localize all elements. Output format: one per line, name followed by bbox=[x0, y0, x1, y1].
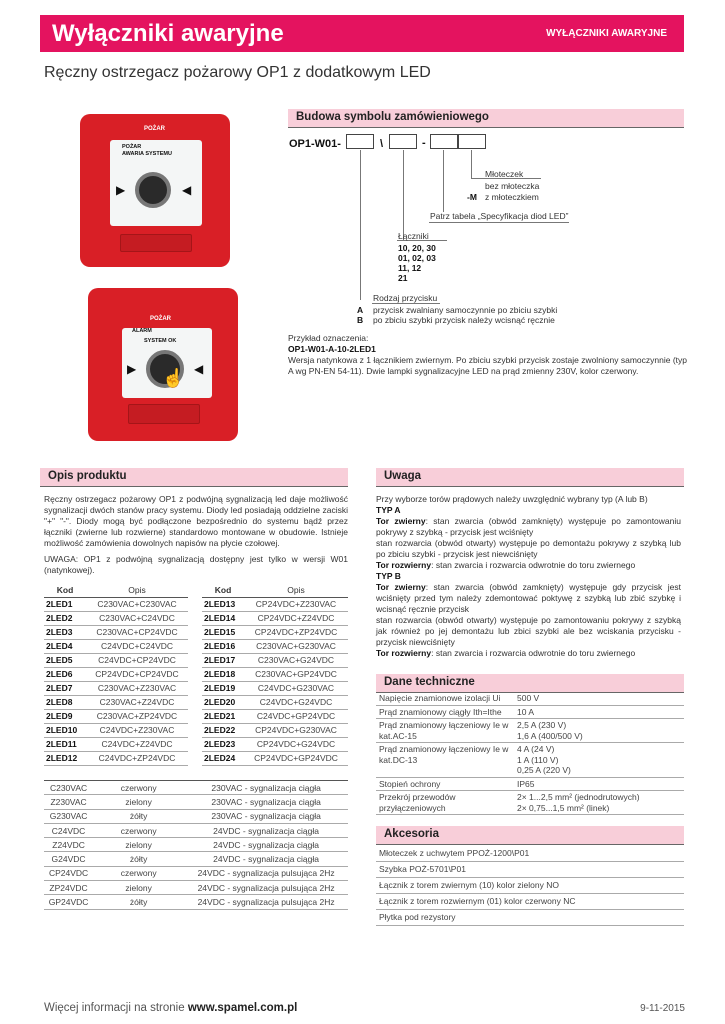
contacts-title: Łączniki bbox=[398, 231, 429, 241]
notice-b-nc-label: Tor rozwierny bbox=[376, 648, 432, 658]
notice-a-opening: stan rozwarcia (obwód otwarty) występuje po demontażu pokrywy z szybką lub po zbiciu szybki - przycisk jest niewciśnięty bbox=[376, 538, 681, 559]
device-top-button bbox=[135, 172, 171, 208]
hand-pointer-icon: ☝ bbox=[162, 368, 185, 388]
order-code-heading: Budowa symbolu zamówieniowego bbox=[288, 109, 684, 127]
led-description-cell: C230VAC+Z24VDC bbox=[86, 695, 188, 709]
signal-color-cell: zielony bbox=[93, 881, 184, 895]
arrow-left-icon: ◀ bbox=[194, 362, 204, 376]
notice-type-a: TYP A bbox=[376, 505, 401, 515]
signal-color-cell: czerwony bbox=[93, 823, 184, 837]
product-description-note: UWAGA: OP1 z podwójną sygnalizacją dostępny jest tylko w wersji W01 (natynkowej). bbox=[44, 554, 348, 575]
table-row bbox=[202, 625, 348, 639]
order-code-sep2: - bbox=[422, 137, 426, 149]
notice-heading: Uwaga bbox=[376, 468, 684, 486]
table-row bbox=[376, 719, 684, 743]
order-code-heading-rule bbox=[288, 127, 684, 128]
contacts-value-1: 10, 20, 30 bbox=[398, 243, 436, 253]
led-code-cell: 2LED6 bbox=[44, 667, 86, 681]
signal-description-cell: 24VDC - sygnalizacja ciągła bbox=[184, 823, 348, 837]
signal-description-cell: 24VDC - sygnalizacja pulsująca 2Hz bbox=[184, 866, 348, 880]
led-description-cell: C230VAC+ZP24VDC bbox=[86, 709, 188, 723]
table-row bbox=[202, 737, 348, 751]
hammer-code: -M bbox=[467, 192, 477, 202]
led-code-cell: 2LED9 bbox=[44, 709, 86, 723]
list-item bbox=[376, 893, 684, 909]
order-code-box-type bbox=[346, 134, 374, 149]
product-description-rule bbox=[40, 486, 348, 487]
table-row bbox=[44, 809, 348, 823]
notice-a-closing-label: Tor zwierny bbox=[376, 516, 426, 526]
connector-led-h bbox=[429, 222, 569, 223]
device-bottom-header-label: POŻAR bbox=[150, 316, 171, 322]
notice-a-closing-text: : stan zwarcia (obwód zamknięty) występuje po zamontowaniu pokrywy z szybką - przycisk jest wciśnięty bbox=[376, 516, 681, 537]
led-description-cell: C24VDC+Z230VAC bbox=[86, 723, 188, 737]
led-code-cell: 2LED8 bbox=[44, 695, 86, 709]
device-top-label-2: AWARIA SYSTEMU bbox=[122, 151, 172, 157]
table-row bbox=[202, 751, 348, 765]
accessories-heading: Akcesoria bbox=[376, 826, 684, 844]
device-top-header-label: POŻAR bbox=[144, 126, 165, 132]
led-code-cell: 2LED15 bbox=[202, 625, 244, 639]
product-subtitle: Ręczny ostrzegacz pożarowy OP1 z dodatkowym LED bbox=[44, 64, 431, 81]
connector-hammer bbox=[471, 150, 472, 178]
accessory-cell: Szybka POŻ-5701\P01 bbox=[376, 861, 684, 877]
led-code-cell: 2LED4 bbox=[44, 639, 86, 653]
example-label: Przykład oznaczenia: bbox=[288, 333, 369, 343]
footer-prefix: Więcej informacji na stronie bbox=[44, 1002, 188, 1014]
order-code-box-contacts bbox=[389, 134, 417, 149]
signal-description-cell: 24VDC - sygnalizacja ciągła bbox=[184, 838, 348, 852]
table-row bbox=[44, 737, 188, 751]
signal-code-cell: Z230VAC bbox=[44, 795, 93, 809]
led-description-cell: CP24VDC+G230VAC bbox=[244, 723, 348, 737]
tech-param-cell: Prąd znamionowy łączeniowy Ie w kat.DC-13 bbox=[376, 743, 514, 778]
table-row bbox=[44, 625, 188, 639]
table-row bbox=[44, 781, 348, 795]
notice-body bbox=[376, 494, 681, 659]
signal-color-cell: czerwony bbox=[93, 781, 184, 795]
device-top-label-1: POŻAR bbox=[122, 144, 142, 150]
table-row bbox=[44, 597, 188, 611]
hammer-none: bez młoteczka bbox=[485, 181, 540, 191]
notice-b-nc bbox=[376, 648, 681, 659]
tech-value-cell: 2,5 A (230 V) 1,6 A (400/500 V) bbox=[514, 719, 684, 743]
notice-a-nc-label: Tor rozwierny bbox=[376, 560, 432, 570]
led-code-cell: 2LED22 bbox=[202, 723, 244, 737]
tech-value-cell: 2× 1...2,5 mm² (jednodrutowych) 2× 0,75...1,5 mm² (linek) bbox=[514, 791, 684, 815]
led-code-table-right bbox=[202, 584, 348, 766]
notice-intro: Przy wyborze torów prądowych należy uwzględnić wybrany typ (A lub B) bbox=[376, 494, 648, 504]
order-code-box-hammer bbox=[458, 134, 486, 149]
table-row bbox=[376, 705, 684, 719]
tech-param-cell: Napięcie znamionowe izolacji Ui bbox=[376, 692, 514, 705]
table-row bbox=[202, 681, 348, 695]
signal-code-cell: C24VDC bbox=[44, 823, 93, 837]
table-row bbox=[44, 823, 348, 837]
led-description-cell: C24VDC+GP24VDC bbox=[244, 709, 348, 723]
led-description-cell: C230VAC+GP24VDC bbox=[244, 667, 348, 681]
device-bottom-label-2: SYSTEM OK bbox=[144, 338, 177, 344]
led-code-cell: 2LED20 bbox=[202, 695, 244, 709]
led-code-cell: 2LED21 bbox=[202, 709, 244, 723]
table-row bbox=[44, 751, 188, 765]
table-row bbox=[44, 723, 188, 737]
table-row bbox=[44, 866, 348, 880]
led-code-cell: 2LED19 bbox=[202, 681, 244, 695]
led-code-cell: 2LED12 bbox=[44, 751, 86, 765]
table-row bbox=[202, 611, 348, 625]
notice-type-b: TYP B bbox=[376, 571, 401, 581]
contacts-value-2: 01, 02, 03 bbox=[398, 253, 436, 263]
notice-a-nc bbox=[376, 560, 681, 571]
footer-more-info bbox=[44, 1002, 297, 1014]
list-item bbox=[376, 861, 684, 877]
example-text: Wersja natynkowa z 1 łącznikiem zwiernym. Po zbiciu szybki przycisk zostaje zwolniony samoczynnie (typ A wg PN-EN 54-11). Dwie lampki sygnalizacyjne LED na prąd zmienny 230V, kolor czerwony. bbox=[288, 355, 688, 376]
hammer-title: Młoteczek bbox=[485, 169, 524, 179]
button-type-title: Rodzaj przycisku bbox=[373, 293, 438, 303]
tech-data-heading: Dane techniczne bbox=[376, 674, 684, 692]
signal-code-cell: GP24VDC bbox=[44, 895, 93, 909]
footer-website-link[interactable]: www.spamel.com.pl bbox=[187, 1002, 298, 1014]
table-row bbox=[44, 667, 188, 681]
signal-code-cell: ZP24VDC bbox=[44, 881, 93, 895]
tech-value-cell: 4 A (24 V) 1 A (110 V) 0,25 A (220 V) bbox=[514, 743, 684, 778]
led-code-cell: 2LED3 bbox=[44, 625, 86, 639]
tech-value-cell: 500 V bbox=[514, 692, 684, 705]
connector-contacts bbox=[403, 150, 404, 240]
order-code-prefix: OP1-W01- bbox=[289, 138, 341, 150]
signal-description-cell: 24VDC - sygnalizacja pulsująca 2Hz bbox=[184, 881, 348, 895]
led-description-cell: C24VDC+C24VDC bbox=[86, 639, 188, 653]
device-top-glass bbox=[110, 140, 202, 226]
led-description-cell: C230VAC+C230VAC bbox=[86, 597, 188, 611]
led-description-cell: C24VDC+G230VAC bbox=[244, 681, 348, 695]
col-opis-header: Opis bbox=[244, 584, 348, 597]
accessory-cell: Łącznik z torem rozwiernym (01) kolor czerwony NC bbox=[376, 893, 684, 909]
connector-type bbox=[360, 150, 361, 300]
led-description-cell: C24VDC+Z24VDC bbox=[86, 737, 188, 751]
led-description-cell: C230VAC+Z230VAC bbox=[86, 681, 188, 695]
signal-description-cell: 24VDC - sygnalizacja ciągła bbox=[184, 852, 348, 866]
led-description-cell: C24VDC+CP24VDC bbox=[86, 653, 188, 667]
led-code-cell: 2LED11 bbox=[44, 737, 86, 751]
table-row bbox=[44, 881, 348, 895]
hammer-with: z młoteczkiem bbox=[485, 192, 539, 202]
table-row bbox=[376, 743, 684, 778]
signal-color-cell: czerwony bbox=[93, 866, 184, 880]
signal-code-cell: G230VAC bbox=[44, 809, 93, 823]
device-top-nameplate bbox=[120, 234, 192, 252]
example-code: OP1-W01-A-10-2LED1 bbox=[288, 344, 376, 354]
led-description-cell: CP24VDC+ZP24VDC bbox=[244, 625, 348, 639]
accessories-table bbox=[376, 845, 684, 926]
led-code-cell: 2LED2 bbox=[44, 611, 86, 625]
led-code-cell: 2LED13 bbox=[202, 597, 244, 611]
notice-b-closing-text: : stan zwarcia (obwód zamknięty) występuje gdy przycisk jest wciśnięty przed tym należy zdemontować poktywę z szybką lub zbić szybkę i wcisnąć ręcznie przycisk bbox=[376, 582, 681, 614]
arrow-right-icon: ▶ bbox=[116, 183, 126, 197]
led-description-cell: C230VAC+G230VAC bbox=[244, 639, 348, 653]
signal-color-cell: żółty bbox=[93, 852, 184, 866]
signal-description-cell: 230VAC - sygnalizacja ciągła bbox=[184, 795, 348, 809]
signal-color-cell: żółty bbox=[93, 895, 184, 909]
category-tag: WYŁĄCZNIKI AWARYJNE bbox=[546, 28, 667, 39]
led-code-cell: 2LED23 bbox=[202, 737, 244, 751]
button-type-b: po zbiciu szybki przycisk należy wcisnąć ręcznie bbox=[373, 315, 555, 325]
led-code-cell: 2LED16 bbox=[202, 639, 244, 653]
accessory-cell: Łącznik z torem zwiernym (10) kolor zielony NO bbox=[376, 877, 684, 893]
order-code-box-led bbox=[430, 134, 458, 149]
page-title: Wyłączniki awaryjne bbox=[52, 20, 284, 47]
contacts-value-4: 21 bbox=[398, 273, 408, 283]
footer-date: 9-11-2015 bbox=[640, 1003, 685, 1014]
table-row bbox=[44, 639, 188, 653]
col-kod-header: Kod bbox=[44, 584, 86, 597]
led-reference: Patrz tabela „Specyfikacja diod LED” bbox=[430, 211, 569, 221]
table-row bbox=[202, 695, 348, 709]
order-code-sep1: \ bbox=[380, 138, 384, 150]
notice-a-closing bbox=[376, 516, 681, 538]
table-row bbox=[44, 852, 348, 866]
led-code-table-left bbox=[44, 584, 188, 766]
led-code-cell: 2LED24 bbox=[202, 751, 244, 765]
notice-a-nc-text: : stan zwarcia i rozwarcia odwrotnie do toru zwiernego bbox=[431, 560, 636, 570]
table-row bbox=[376, 791, 684, 815]
signal-color-cell: zielony bbox=[93, 838, 184, 852]
product-description-heading: Opis produktu bbox=[40, 468, 348, 486]
led-code-cell: 2LED7 bbox=[44, 681, 86, 695]
led-description-cell: CP24VDC+Z230VAC bbox=[244, 597, 348, 611]
table-row bbox=[376, 692, 684, 705]
led-description-cell: CP24VDC+Z24VDC bbox=[244, 611, 348, 625]
accessory-cell: Płytka pod rezystory bbox=[376, 909, 684, 925]
tech-param-cell: Przekrój przewodów przyłączeniowych bbox=[376, 791, 514, 815]
table-row bbox=[44, 653, 188, 667]
signal-code-cell: Z24VDC bbox=[44, 838, 93, 852]
signal-color-cell: zielony bbox=[93, 795, 184, 809]
notice-b-closing-label: Tor zwierny bbox=[376, 582, 426, 592]
list-item bbox=[376, 845, 684, 861]
signal-code-cell: G24VDC bbox=[44, 852, 93, 866]
contacts-value-3: 11, 12 bbox=[398, 263, 422, 273]
table-row bbox=[202, 639, 348, 653]
table-row bbox=[202, 597, 348, 611]
table-row bbox=[44, 681, 188, 695]
led-description-cell: C24VDC+G24VDC bbox=[244, 695, 348, 709]
connector-led bbox=[443, 150, 444, 212]
signal-description-cell: 24VDC - sygnalizacja pulsująca 2Hz bbox=[184, 895, 348, 909]
notice-b-closing bbox=[376, 582, 681, 615]
notice-b-opening: stan rozwarcia (obwód otwarty) występuje po zamontowaniu pokrywy z szybką jak również po jej demontażu lub zbici szybki ale bez wciskania przycisku - przycisk niewciśnięty bbox=[376, 615, 681, 647]
arrow-right-icon: ▶ bbox=[127, 362, 137, 376]
col-opis-header: Opis bbox=[86, 584, 188, 597]
led-code-cell: 2LED1 bbox=[44, 597, 86, 611]
table-row bbox=[44, 838, 348, 852]
device-bottom-label-1: ALARM bbox=[132, 328, 152, 334]
signal-code-cell: C230VAC bbox=[44, 781, 93, 795]
signal-description-cell: 230VAC - sygnalizacja ciągła bbox=[184, 809, 348, 823]
table-row bbox=[44, 795, 348, 809]
tech-param-cell: Prąd znamionowy łączeniowy Ie w kat.AC-15 bbox=[376, 719, 514, 743]
table-row bbox=[202, 709, 348, 723]
led-description-cell: CP24VDC+CP24VDC bbox=[86, 667, 188, 681]
col-kod-header: Kod bbox=[202, 584, 244, 597]
tech-value-cell: 10 A bbox=[514, 705, 684, 719]
table-row bbox=[202, 653, 348, 667]
signal-color-cell: żółty bbox=[93, 809, 184, 823]
list-item bbox=[376, 877, 684, 893]
table-row bbox=[376, 777, 684, 791]
led-signal-table bbox=[44, 780, 348, 910]
led-description-cell: C230VAC+G24VDC bbox=[244, 653, 348, 667]
notice-b-nc-text: : stan zwarcia i rozwarcia odwrotnie do toru zwiernego bbox=[431, 648, 636, 658]
table-row bbox=[202, 667, 348, 681]
led-code-cell: 2LED17 bbox=[202, 653, 244, 667]
led-code-cell: 2LED14 bbox=[202, 611, 244, 625]
led-description-cell: C24VDC+ZP24VDC bbox=[86, 751, 188, 765]
signal-description-cell: 230VAC - sygnalizacja ciągła bbox=[184, 781, 348, 795]
product-description-text: Ręczny ostrzegacz pożarowy OP1 z podwójną sygnalizacją led daje możliwość sygnalizacji dwóch stanów pracy systemu. Diody led posiadają oddzielne zaciski "+" "-". Diody mogą być podłączone bezpośrednio do systemu bądź przez łączniki (zwierne lub rozwierne) standardowo montowane w obudowie. Istnieje możliwość zamówienia dowolnych napisów na płycie czołowej. bbox=[44, 494, 348, 548]
tech-param-cell: Stopień ochrony bbox=[376, 777, 514, 791]
button-type-a-code: A bbox=[357, 305, 364, 315]
led-description-cell: C230VAC+CP24VDC bbox=[86, 625, 188, 639]
button-type-b-code: B bbox=[357, 315, 364, 325]
signal-code-cell: CP24VDC bbox=[44, 866, 93, 880]
button-type-a: przycisk zwalniany samoczynnie po zbiciu szybki bbox=[373, 305, 558, 315]
table-row bbox=[44, 709, 188, 723]
accessory-cell: Młoteczek z uchwytem PPOŻ-1200\P01 bbox=[376, 845, 684, 861]
led-code-cell: 2LED5 bbox=[44, 653, 86, 667]
notice-heading-rule bbox=[376, 486, 684, 487]
product-image-top bbox=[80, 114, 230, 267]
device-bottom-nameplate bbox=[128, 404, 200, 424]
tech-param-cell: Prąd znamionowy ciągły Ith=Ithe bbox=[376, 705, 514, 719]
device-bottom-glass bbox=[122, 328, 212, 398]
table-row bbox=[44, 895, 348, 909]
led-description-cell: CP24VDC+G24VDC bbox=[244, 737, 348, 751]
arrow-left-icon: ◀ bbox=[182, 183, 192, 197]
tech-data-table bbox=[376, 692, 684, 815]
led-description-cell: C230VAC+C24VDC bbox=[86, 611, 188, 625]
table-row bbox=[202, 723, 348, 737]
table-row bbox=[44, 611, 188, 625]
table-row bbox=[44, 695, 188, 709]
product-image-bottom bbox=[88, 288, 238, 441]
led-code-cell: 2LED10 bbox=[44, 723, 86, 737]
led-code-cell: 2LED18 bbox=[202, 667, 244, 681]
list-item bbox=[376, 909, 684, 925]
led-description-cell: CP24VDC+GP24VDC bbox=[244, 751, 348, 765]
tech-value-cell: IP65 bbox=[514, 777, 684, 791]
